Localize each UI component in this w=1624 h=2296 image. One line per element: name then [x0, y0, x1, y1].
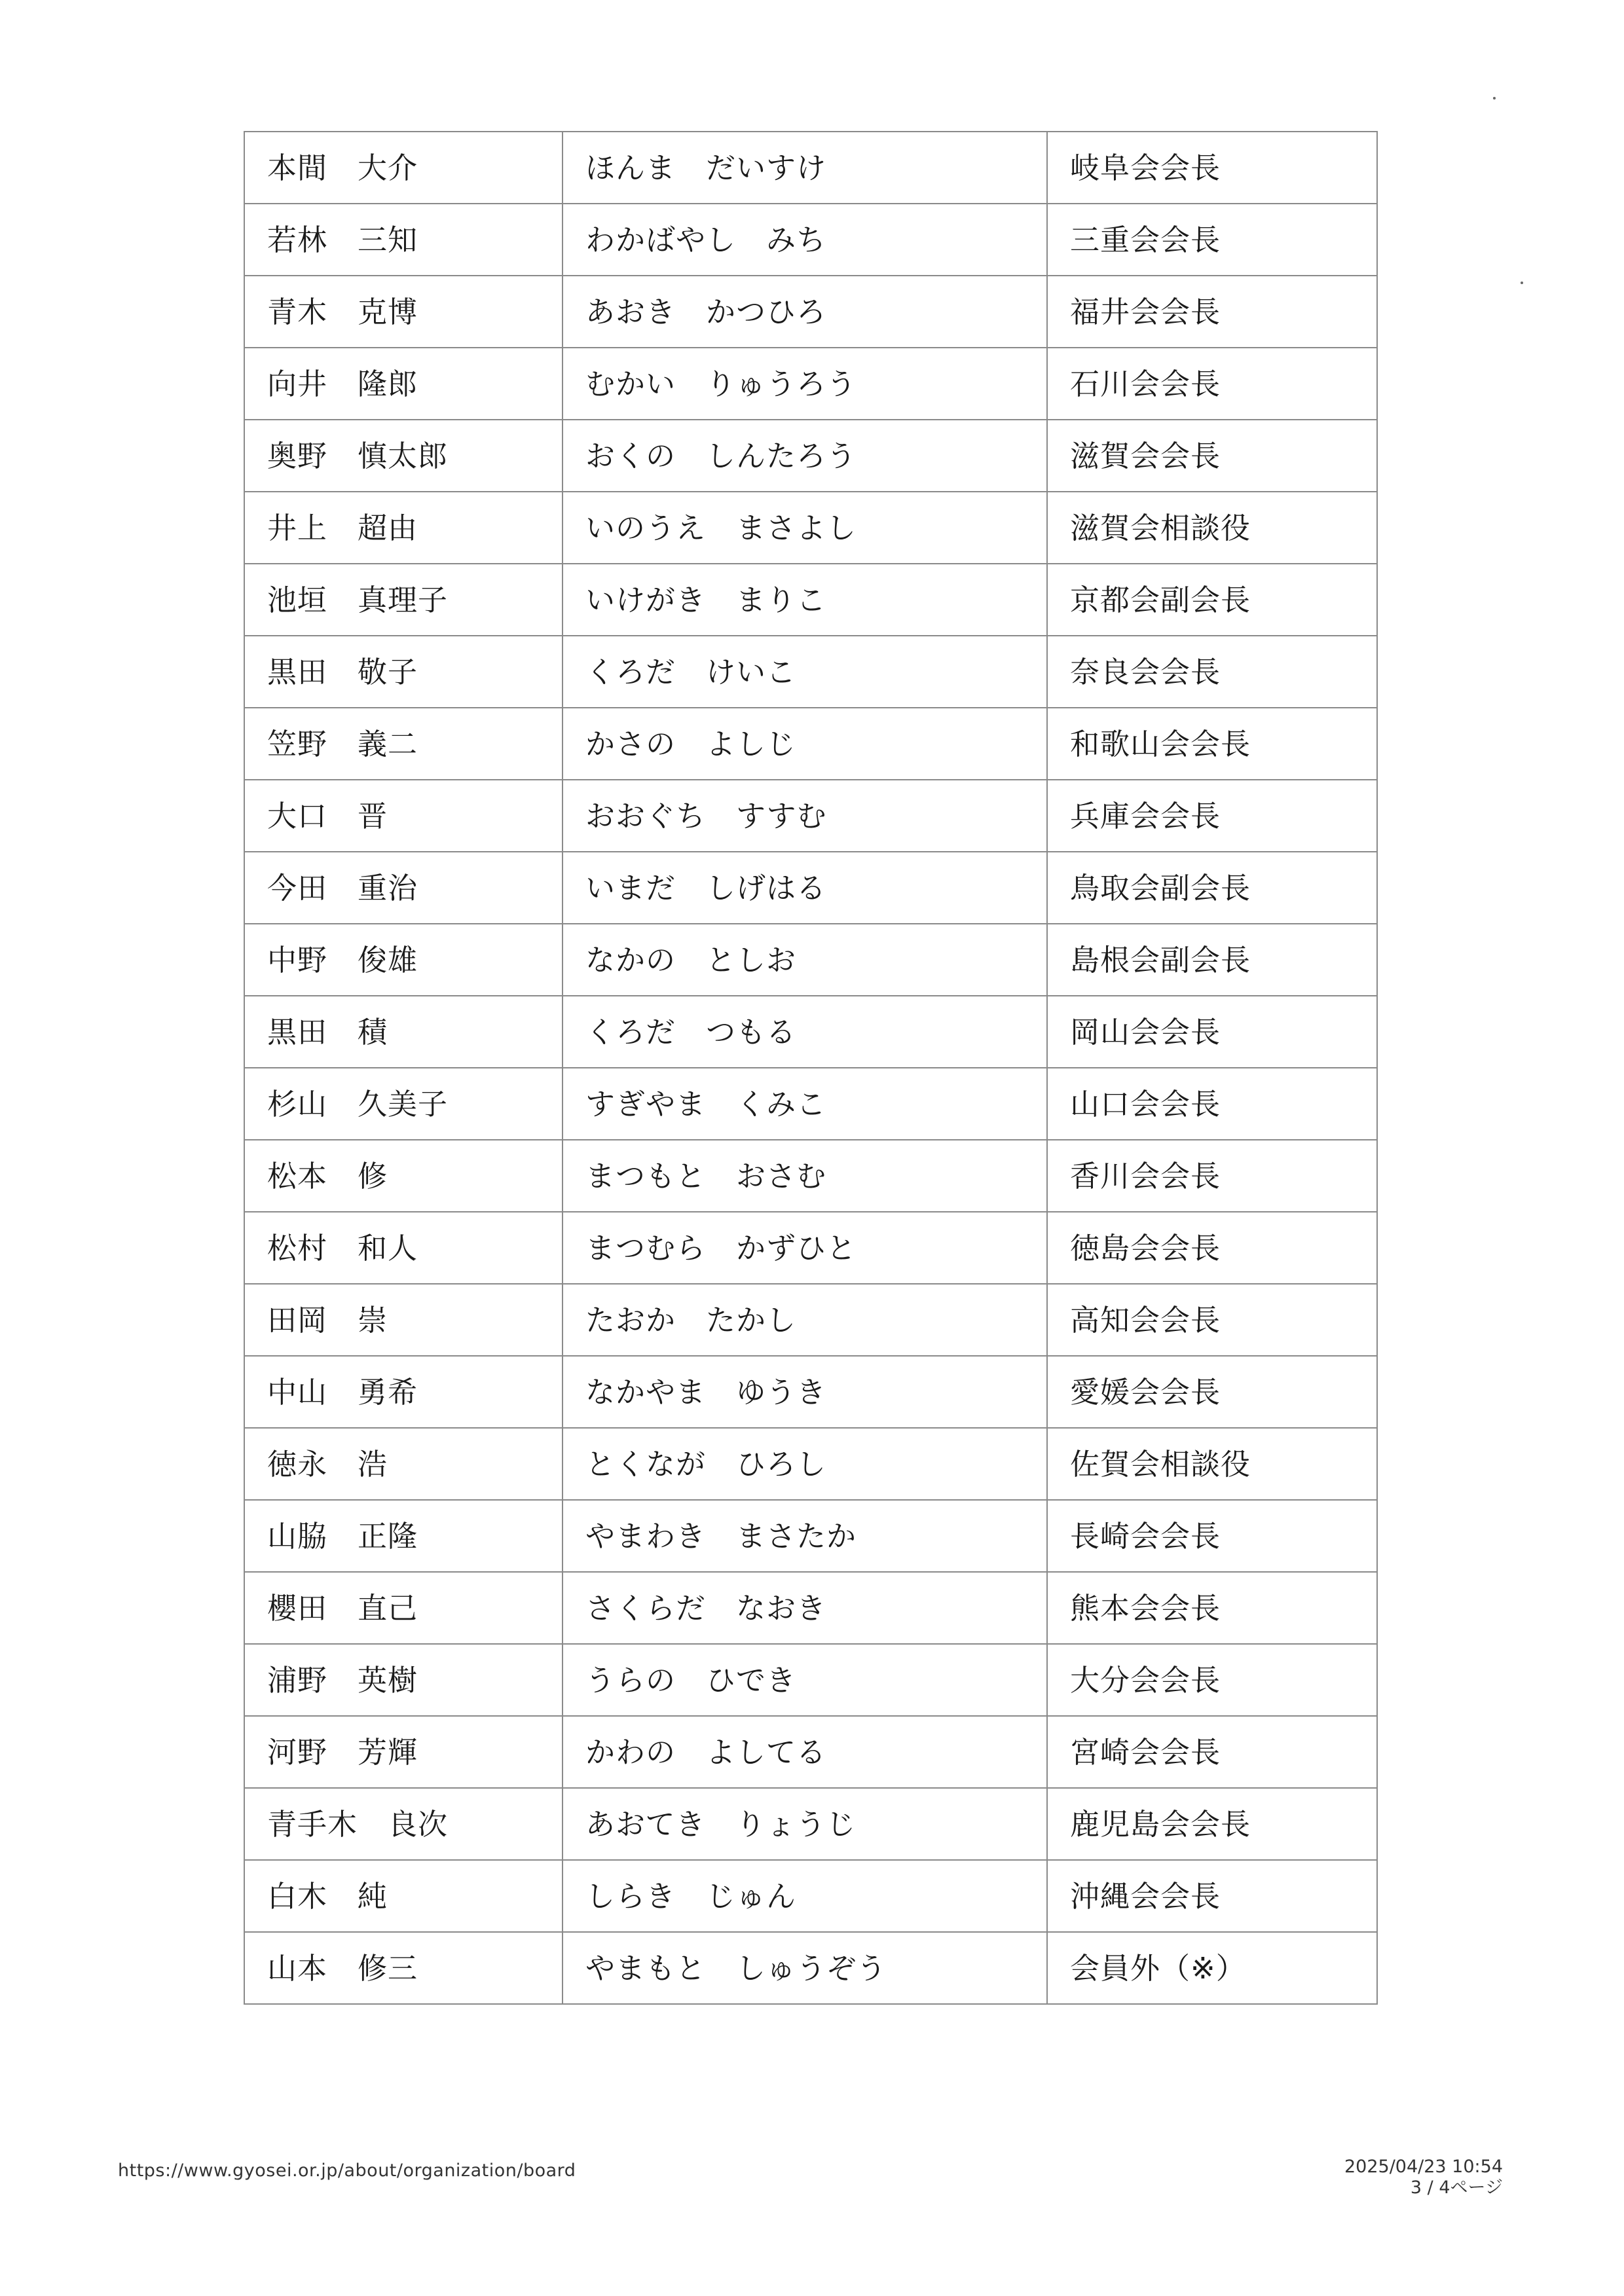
member-kana-cell: さくらだ なおき	[563, 1572, 1047, 1644]
member-position-cell: 鳥取会副会長	[1047, 852, 1377, 924]
member-kana-cell: いまだ しげはる	[563, 852, 1047, 924]
table-row	[244, 996, 1377, 1068]
table-row	[244, 420, 1377, 492]
member-name-cell: 松村 和人	[244, 1212, 563, 1284]
member-position-cell: 和歌山会会長	[1047, 708, 1377, 780]
member-name-cell: 大口 晋	[244, 780, 563, 852]
member-kana-cell: やまもと しゅうぞう	[563, 1932, 1047, 2004]
member-name-cell: 櫻田 直己	[244, 1572, 563, 1644]
member-name-cell: 本間 大介	[244, 132, 563, 204]
member-position-cell: 山口会会長	[1047, 1068, 1377, 1140]
member-position-cell: 兵庫会会長	[1047, 780, 1377, 852]
member-name-cell: 池垣 真理子	[244, 564, 563, 636]
member-kana-cell: まつもと おさむ	[563, 1140, 1047, 1212]
member-kana-cell: やまわき まさたか	[563, 1500, 1047, 1572]
member-kana-cell: あおてき りょうじ	[563, 1788, 1047, 1860]
scan-speck	[1493, 97, 1496, 100]
table-row	[244, 1716, 1377, 1788]
member-position-cell: 滋賀会相談役	[1047, 492, 1377, 564]
member-position-cell: 長崎会会長	[1047, 1500, 1377, 1572]
member-position-cell: 熊本会会長	[1047, 1572, 1377, 1644]
member-position-cell: 会員外（※）	[1047, 1932, 1377, 2004]
table-row	[244, 132, 1377, 204]
board-member-table-body	[244, 132, 1377, 2004]
member-name-cell: 白木 純	[244, 1860, 563, 1932]
member-kana-cell: かさの よしじ	[563, 708, 1047, 780]
table-row	[244, 1500, 1377, 1572]
member-kana-cell: なかの としお	[563, 924, 1047, 996]
member-position-cell: 奈良会会長	[1047, 636, 1377, 708]
member-position-cell: 大分会会長	[1047, 1644, 1377, 1716]
member-position-cell: 徳島会会長	[1047, 1212, 1377, 1284]
member-kana-cell: くろだ けいこ	[563, 636, 1047, 708]
table-row	[244, 1428, 1377, 1500]
member-position-cell: 佐賀会相談役	[1047, 1428, 1377, 1500]
member-kana-cell: かわの よしてる	[563, 1716, 1047, 1788]
member-position-cell: 京都会副会長	[1047, 564, 1377, 636]
member-kana-cell: とくなが ひろし	[563, 1428, 1047, 1500]
member-kana-cell: わかばやし みち	[563, 204, 1047, 276]
member-position-cell: 高知会会長	[1047, 1284, 1377, 1356]
member-name-cell: 若林 三知	[244, 204, 563, 276]
member-position-cell: 岡山会会長	[1047, 996, 1377, 1068]
member-kana-cell: まつむら かずひと	[563, 1212, 1047, 1284]
member-name-cell: 徳永 浩	[244, 1428, 563, 1500]
table-row	[244, 1212, 1377, 1284]
table-row	[244, 348, 1377, 420]
member-kana-cell: おおぐち すすむ	[563, 780, 1047, 852]
member-position-cell: 宮崎会会長	[1047, 1716, 1377, 1788]
member-name-cell: 松本 修	[244, 1140, 563, 1212]
table-row	[244, 1860, 1377, 1932]
member-kana-cell: ほんま だいすけ	[563, 132, 1047, 204]
table-row	[244, 1068, 1377, 1140]
member-name-cell: 笠野 義二	[244, 708, 563, 780]
table-row	[244, 1284, 1377, 1356]
board-member-table	[244, 131, 1378, 2005]
member-position-cell: 鹿児島会会長	[1047, 1788, 1377, 1860]
member-name-cell: 中野 俊雄	[244, 924, 563, 996]
table-row	[244, 636, 1377, 708]
member-position-cell: 愛媛会会長	[1047, 1356, 1377, 1428]
member-name-cell: 山脇 正隆	[244, 1500, 563, 1572]
table-row	[244, 276, 1377, 348]
table-row	[244, 852, 1377, 924]
member-name-cell: 山本 修三	[244, 1932, 563, 2004]
footer-meta	[1344, 2157, 1503, 2199]
member-kana-cell: おくの しんたろう	[563, 420, 1047, 492]
member-name-cell: 黒田 積	[244, 996, 563, 1068]
member-kana-cell: たおか たかし	[563, 1284, 1047, 1356]
member-kana-cell: うらの ひでき	[563, 1644, 1047, 1716]
member-name-cell: 黒田 敬子	[244, 636, 563, 708]
member-name-cell: 向井 隆郎	[244, 348, 563, 420]
member-name-cell: 青木 克博	[244, 276, 563, 348]
table-row	[244, 492, 1377, 564]
scan-speck	[1521, 282, 1523, 284]
member-position-cell: 岐阜会会長	[1047, 132, 1377, 204]
member-kana-cell: すぎやま くみこ	[563, 1068, 1047, 1140]
member-name-cell: 青手木 良次	[244, 1788, 563, 1860]
table-row	[244, 1644, 1377, 1716]
member-kana-cell: なかやま ゆうき	[563, 1356, 1047, 1428]
member-kana-cell: あおき かつひろ	[563, 276, 1047, 348]
member-position-cell: 滋賀会会長	[1047, 420, 1377, 492]
member-position-cell: 沖縄会会長	[1047, 1860, 1377, 1932]
page-number: 3 / 4ページ	[1410, 2178, 1503, 2198]
member-kana-cell: むかい りゅうろう	[563, 348, 1047, 420]
print-datetime: 2025/04/23 10:54	[1344, 2157, 1503, 2177]
member-position-cell: 石川会会長	[1047, 348, 1377, 420]
member-name-cell: 中山 勇希	[244, 1356, 563, 1428]
member-position-cell: 島根会副会長	[1047, 924, 1377, 996]
table-row	[244, 924, 1377, 996]
table-row	[244, 1932, 1377, 2004]
table-row	[244, 564, 1377, 636]
member-name-cell: 河野 芳輝	[244, 1716, 563, 1788]
table-row	[244, 1572, 1377, 1644]
member-position-cell: 福井会会長	[1047, 276, 1377, 348]
member-name-cell: 井上 超由	[244, 492, 563, 564]
table-row	[244, 708, 1377, 780]
table-row	[244, 780, 1377, 852]
member-position-cell: 香川会会長	[1047, 1140, 1377, 1212]
member-name-cell: 奥野 慎太郎	[244, 420, 563, 492]
member-kana-cell: くろだ つもる	[563, 996, 1047, 1068]
member-name-cell: 浦野 英樹	[244, 1644, 563, 1716]
member-position-cell: 三重会会長	[1047, 204, 1377, 276]
table-row	[244, 1140, 1377, 1212]
member-kana-cell: しらき じゅん	[563, 1860, 1047, 1932]
footer-url: https://www.gyosei.or.jp/about/organization/board	[118, 2160, 576, 2181]
member-name-cell: 杉山 久美子	[244, 1068, 563, 1140]
member-name-cell: 田岡 崇	[244, 1284, 563, 1356]
member-name-cell: 今田 重治	[244, 852, 563, 924]
table-row	[244, 1356, 1377, 1428]
table-row	[244, 204, 1377, 276]
member-kana-cell: いのうえ まさよし	[563, 492, 1047, 564]
member-kana-cell: いけがき まりこ	[563, 564, 1047, 636]
table-row	[244, 1788, 1377, 1860]
